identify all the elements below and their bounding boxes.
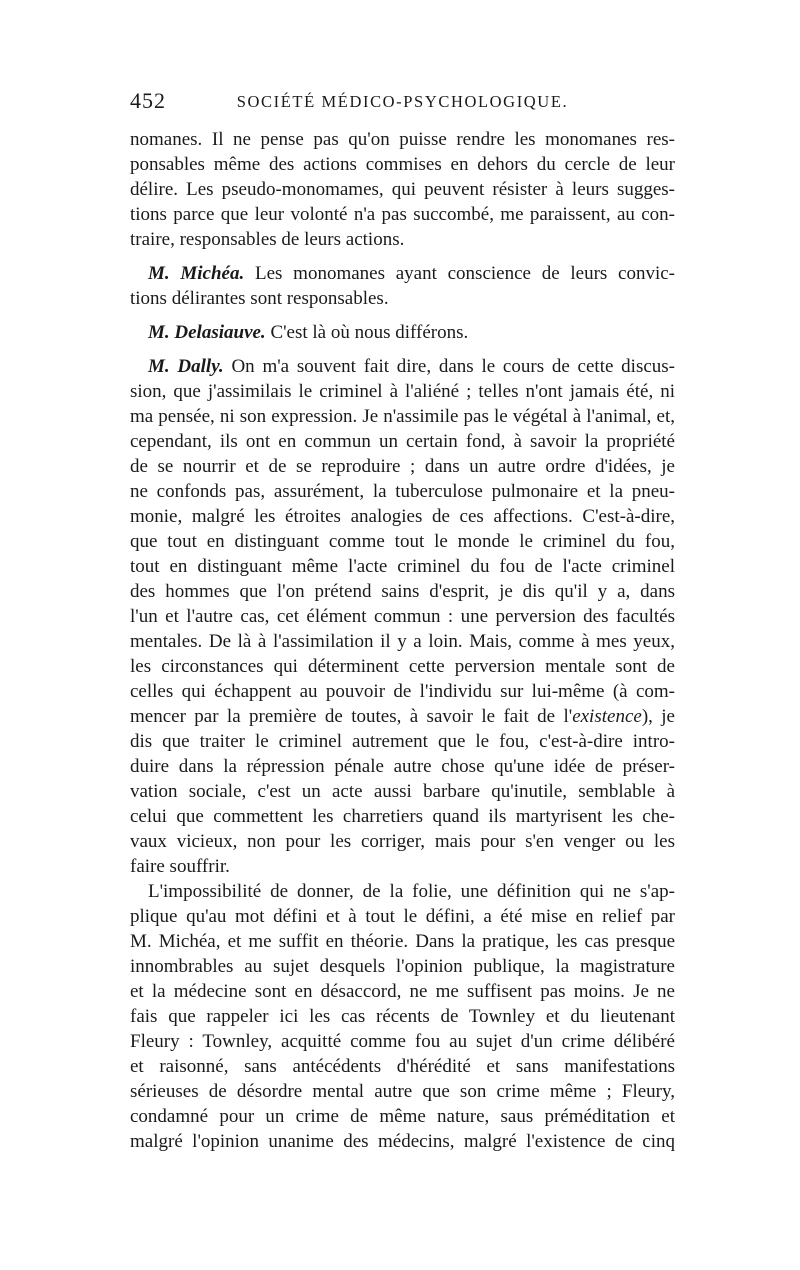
text-line: M. Delasiauve. C'est là où nous différons. (148, 322, 469, 343)
text-line: fais que rappeler ici les cas récents de Townley et du lieutenant (130, 1006, 675, 1027)
text-line: innombrables au sujet desquels l'opinion publique, la magistrature (130, 956, 675, 977)
running-head: SOCIÉTÉ MÉDICO-PSYCHOLOGIQUE. (236, 92, 569, 111)
text-line: et la médecine sont en désaccord, ne me suffisent pas moins. Je ne (130, 981, 675, 1002)
text-line: sérieuses de désordre mental autre que son crime même ; Fleury, (130, 1081, 675, 1102)
text-line: vaux vicieux, non pour les corriger, mais pour s'en venger ou les (130, 831, 675, 852)
text-line: ma pensée, ni son expression. Je n'assimile pas le végétal à l'animal, et, (130, 406, 675, 427)
text-line: de se nourrir et de se reproduire ; dans un autre ordre d'idées, je (130, 456, 675, 477)
text-line: sion, que j'assimilais le criminel à l'aliéné ; telles n'ont jamais été, ni (130, 381, 675, 402)
italic-term: existence (572, 706, 642, 727)
text-line: ponsables même des actions commises en dehors du cercle de leur (130, 154, 675, 175)
text-line: que tout en distinguant comme tout le monde le criminel du fou, (130, 531, 675, 552)
text-line: mentales. De là à l'assimilation il y a loin. Mais, comme à mes yeux, (130, 631, 675, 652)
speaker-name: M. Dally. (148, 356, 224, 377)
text-line: ne confonds pas, assurément, la tuberculose pulmonaire et la pneu- (130, 481, 675, 502)
text-line: cependant, ils ont en commun un certain fond, à savoir la propriété (130, 431, 675, 452)
text-line: duire dans la répression pénale autre chose qu'une idée de préser- (130, 756, 675, 777)
paragraph (130, 879, 675, 1154)
text-line: délire. Les pseudo-monomames, qui peuvent résister à leurs sugges- (130, 179, 675, 200)
text-line: mencer par la première de toutes, à savoir le fait de l'existence), je (130, 706, 675, 727)
text-line: tout en distinguant même l'acte criminel du fou de l'acte criminel (130, 556, 675, 577)
text-line: nomanes. Il ne pense pas qu'on puisse rendre les monomanes res- (130, 129, 675, 150)
speaker-name: M. Michéa. (148, 263, 245, 284)
text-line: et raisonné, sans antécédents d'hérédité et sans manifestations (130, 1056, 675, 1077)
text-line: tions parce que leur volonté n'a pas succombé, me paraissent, au con- (130, 204, 675, 225)
text-line: M. Michéa. Les monomanes ayant conscience de leurs convic- (148, 263, 676, 284)
paragraph (130, 127, 675, 252)
text-line: Fleury : Townley, acquitté comme fou au sujet d'un crime délibéré (130, 1031, 675, 1052)
text-line: celui que commettent les charretiers quand ils martyrisent les che- (130, 806, 675, 827)
text-line: tions délirantes sont responsables. (130, 288, 389, 309)
page-number: 452 (130, 88, 166, 113)
text-line: des hommes que l'on prétend sains d'esprit, je dis qu'il y a, dans (130, 581, 675, 602)
text-line: faire souffrir. (130, 856, 230, 877)
page-header (130, 88, 675, 118)
speaker-name: M. Delasiauve. (148, 322, 266, 343)
text-line: M. Dally. On m'a souvent fait dire, dans le cours de cette discus- (148, 356, 676, 377)
text-line: celles qui échappent au pouvoir de l'individu sur lui-même (à com- (130, 681, 675, 702)
body-text (130, 127, 675, 1154)
paragraph (130, 261, 675, 311)
text-line: l'un et l'autre cas, cet élément commun : une perversion des facultés (130, 606, 675, 627)
paragraph (130, 320, 675, 345)
text-line: plique qu'au mot défini et à tout le défini, a été mise en relief par (130, 906, 675, 927)
text-line: les circonstances qui déterminent cette perversion mentale sont de (130, 656, 675, 677)
paragraph (130, 354, 675, 879)
text-line: malgré l'opinion unanime des médecins, malgré l'existence de cinq (130, 1131, 675, 1152)
text-line: traire, responsables de leurs actions. (130, 229, 405, 250)
text-line: L'impossibilité de donner, de la folie, une définition qui ne s'ap- (148, 881, 675, 902)
text-line: dis que traiter le criminel autrement que le fou, c'est-à-dire intro- (130, 731, 675, 752)
text-line: condamné pour un crime de même nature, saus préméditation et (130, 1106, 675, 1127)
text-line: vation sociale, c'est un acte aussi barbare qu'inutile, semblable à (130, 781, 675, 802)
text-line: monie, malgré les étroites analogies de ces affections. C'est-à-dire, (130, 506, 675, 527)
text-line: M. Michéa, et me suffit en théorie. Dans la pratique, les cas presque (130, 931, 675, 952)
